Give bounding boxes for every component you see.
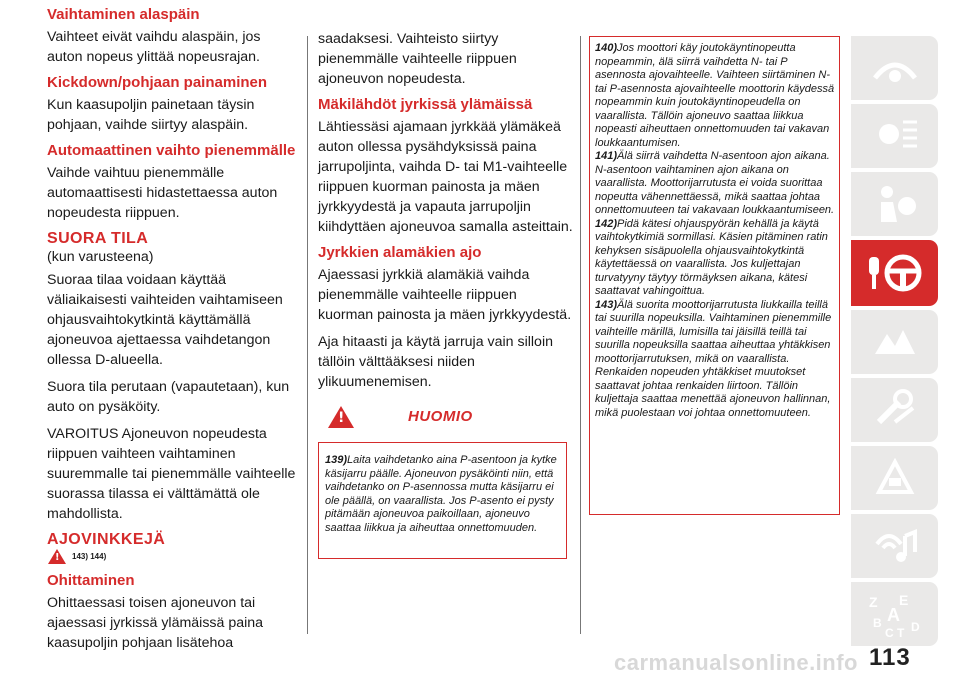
heading-driving-tips: AJOVINKKEJÄ	[47, 531, 166, 548]
warning-triangle-icon	[48, 549, 66, 564]
tab-dashboard[interactable]	[851, 36, 938, 100]
para-overtaking-cont: saadaksesi. Vaihteisto siirtyy pienemmälle vaihteelle riippuen ajoneuvon nopeudesta.	[318, 31, 517, 87]
index-icon	[865, 589, 925, 639]
svg-text:A: A	[886, 605, 900, 625]
column-middle	[318, 29, 575, 399]
note-number: 141)	[595, 150, 618, 162]
para-direct-mode-1: Suoraa tilaa voidaan käyttää väliaikaisesti vaihteiden vaihtamiseen ohjausvaihtokytkintä käyttämällä ajoneuvoa ajettaessa vaihdetangon ollessa D-alueella.	[47, 272, 283, 368]
note-text: Laita vaihdetanko aina P-asentoon ja kytke käsijarru päälle. Ajoneuvon pysäköinti niin, että vaihdetanko on P-asennossa mutta käsijarru ei ole päällä, on vaarallista. Jos P-asento ei pysty pitämään ajoneuvoa paikoillaan, ajoneuvo saattaa liikkua ja aiheuttaa onnettomuuden.	[325, 454, 557, 534]
note-number: 140)	[595, 42, 618, 54]
heading-steep-descent: Jyrkkien alamäkien ajo	[318, 244, 482, 261]
tab-index[interactable]	[851, 582, 938, 646]
car-dashboard-icon	[869, 48, 921, 88]
heading-kickdown: Kickdown/pohjaan painaminen	[47, 74, 268, 91]
ref-numbers: 143) 144)	[72, 552, 107, 561]
seat-airbag-icon	[869, 182, 921, 226]
svg-text:B: B	[872, 616, 882, 630]
heading-direct-mode: SUORA TILA	[47, 230, 149, 247]
heading-auto-downshift: Automaattinen vaihto pienemmälle	[47, 142, 296, 159]
note-number: 142)	[595, 217, 618, 230]
service-maintenance-icon	[869, 388, 921, 432]
watermark: carmanualsonline.info	[614, 650, 858, 675]
note-text: Jos moottori käy joutokäyntinopeutta nopeammin, älä siirrä vaihdetta N- tai P asennosta ajovaihteelle. Vaihteen siirtäminen N- tai P-asennosta ajovaihteelle moottorin käydessä nopeammin kuin joutokäyntinopeudella on vaarallista. Tällöin ajoneuvo saattaa liikkua nopeasti aiheuttaen onnettomuuden tai vakavan loukkaantumisen.	[595, 42, 835, 149]
note-text: Älä suorita moottorijarrutusta liukkailla teillä tai suurilla nopeuksilla. Vaihtaminen pienemmille vaihteille märillä, lumisilla tai jäisillä teillä tai suurilla nopeuksilla saattaa aiheuttaa yhtäkkisen moottorijarrutuksen, mikä on vaarallista. Renkaiden nopeuden yhtäkkiset muutokset saattavat johtaa renkaiden liirtoon. Tällöin kuljettaja saattaa menettää ajoneuvon hallinnan, mikä puolestaan voi johtaa onnettomuuteen.	[595, 298, 832, 419]
tab-maintenance[interactable]	[851, 378, 938, 442]
note-142	[595, 218, 835, 299]
svg-text:C: C	[884, 626, 894, 639]
svg-text:E: E	[898, 592, 908, 608]
notes-box	[589, 36, 840, 515]
warning-triangle-icon	[328, 406, 354, 428]
tab-technical-data[interactable]	[851, 446, 938, 510]
note-text: Älä siirrä vaihdetta N-asentoon ajon aikana. N-asentoon vaihtaminen ajon aikana on vaarallista. Moottorijarrutusta ei voida suorittaa nopeutta vähennettäessä, mikä saattaa johtaa onnettomuuteen tai vakavaan loukkaantumiseen.	[595, 150, 835, 216]
heading-overtaking: Ohittaminen	[47, 572, 135, 589]
note-139	[325, 454, 559, 535]
tab-multimedia[interactable]	[851, 514, 938, 578]
tab-starting-driving[interactable]	[851, 240, 938, 306]
svg-text:Z: Z	[868, 594, 878, 610]
para-steep-descent-2: Aja hitaasti ja käytä jarruja vain silloin tällöin välttääksesi niiden ylikuumenemisen.	[318, 334, 553, 390]
para-overtaking: Ohittaessasi toisen ajoneuvon tai ajaessasi jyrkissä ylämäissä paina kaasupoljin pohjaan lisätehoa	[47, 595, 264, 651]
para-direct-mode-2: Suora tila perutaan (vapautetaan), kun auto on pysäköity.	[47, 379, 290, 415]
roadside-assistance-icon	[869, 320, 921, 364]
para-downshift: Vaihteet eivät vaihdu alaspäin, jos auton nopeus ylittää nopeusrajan.	[47, 29, 261, 65]
note-number: 143)	[595, 298, 618, 311]
page-number: 113	[869, 644, 911, 671]
tab-safety[interactable]	[851, 172, 938, 236]
para-hill-start: Lähtiessäsi ajamaan jyrkkää ylämäkeä auton ollessa pysähdyksissä paina jarrupoljinta, vaihda D- tai M1-vaihteelle riippuen kuorman painosta ja mäen jyrkkyydestä ja vapauta jarrupoljin kiihdyttäen ajoneuvoa samalla asteittain.	[318, 119, 573, 235]
chapter-sidebar	[851, 36, 938, 650]
column-divider	[580, 36, 581, 634]
key-steering-wheel-icon	[863, 249, 927, 297]
note-number: 139)	[325, 454, 348, 466]
column-left	[47, 6, 297, 660]
svg-text:T: T	[896, 626, 904, 639]
driving-tips-refs	[48, 549, 297, 564]
para-auto-downshift: Vaihde vaihtuu pienemmälle automaattisesti hidastettaessa auton nopeudesta riippuen.	[47, 165, 278, 221]
note-143	[595, 299, 835, 421]
tech-specs-icon	[869, 456, 921, 500]
caution-box	[318, 442, 567, 559]
tab-warning-lights[interactable]	[851, 104, 938, 168]
note-text: Pidä kätesi ohjauspyörän kehällä ja käytä vaihtokytkimiä sormillasi. Käsien pitäminen ratin kehyksen sisäpuolella ohjausvaihtokytkintä käytettäessä on vaarallista. Jos kuljettajan turvatyyny täytyy törmäyksen aikana, kätesi saattavat vahingoittua.	[595, 217, 828, 297]
multimedia-icon	[869, 524, 921, 568]
note-141	[595, 150, 835, 218]
heading-downshift: Vaihtaminen alaspäin	[47, 6, 200, 23]
para-steep-descent-1: Ajaessasi jyrkkiä alamäkiä vaihda pienemmälle vaihteelle riippuen kuorman painosta ja mäen jyrkkyydestä.	[318, 267, 572, 323]
column-divider	[307, 36, 308, 634]
para-direct-mode-warning: VAROITUS Ajoneuvon nopeudesta riippuen vaihteen vaihtaminen suuremmalle tai pienemmälle vaihteelle suorassa tilassa ei välttämättä ole mahdollista.	[47, 426, 296, 522]
caution-title: HUOMIO	[408, 408, 473, 425]
svg-text:D: D	[910, 620, 920, 634]
note-140	[595, 42, 835, 150]
direct-mode-subtitle: (kun varusteena)	[47, 249, 154, 265]
warning-lights-icon	[869, 114, 921, 158]
heading-hill-start: Mäkilähdöt jyrkissä ylämäissä	[318, 96, 533, 113]
para-kickdown: Kun kaasupoljin painetaan täysin pohjaan, vaihde siirtyy alaspäin.	[47, 97, 255, 133]
caution-header	[318, 396, 567, 436]
tab-emergency[interactable]	[851, 310, 938, 374]
